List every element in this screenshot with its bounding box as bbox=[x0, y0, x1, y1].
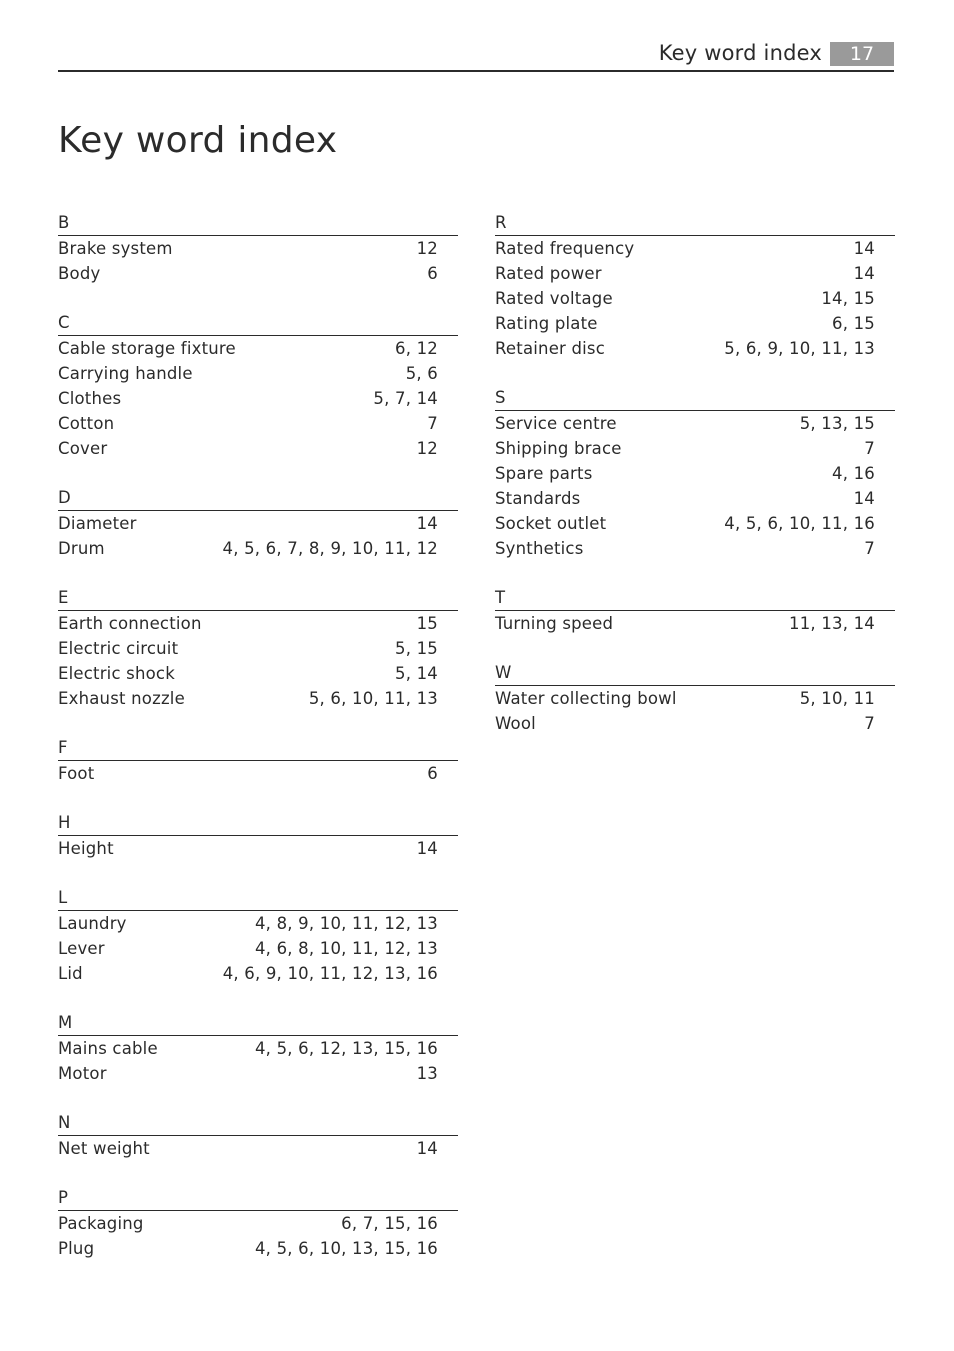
entry-pages: 4, 5, 6, 10, 11, 16 bbox=[724, 514, 875, 533]
section-letter: E bbox=[58, 586, 458, 611]
entry-term: Socket outlet bbox=[495, 514, 607, 533]
entry-term: Service centre bbox=[495, 414, 617, 433]
entry-term: Turning speed bbox=[495, 614, 614, 633]
index-entry bbox=[58, 611, 458, 636]
page-title: Key word index bbox=[58, 120, 338, 161]
section-letter: H bbox=[58, 811, 458, 836]
entry-pages: 14 bbox=[416, 514, 438, 533]
index-section-r bbox=[495, 211, 895, 361]
entry-term: Lever bbox=[58, 939, 105, 958]
index-entry bbox=[58, 1036, 458, 1061]
index-entry bbox=[58, 836, 458, 861]
page-number: 17 bbox=[830, 42, 894, 66]
index-entry bbox=[58, 1236, 458, 1261]
entry-pages: 14 bbox=[853, 264, 875, 283]
index-entry bbox=[58, 1061, 458, 1086]
index-entry bbox=[58, 261, 458, 286]
index-entry bbox=[58, 511, 458, 536]
entry-pages: 12 bbox=[416, 439, 438, 458]
section-letter: T bbox=[495, 586, 895, 611]
index-entry bbox=[495, 411, 895, 436]
entry-pages: 4, 5, 6, 7, 8, 9, 10, 11, 12 bbox=[222, 539, 438, 558]
entry-pages: 7 bbox=[864, 439, 875, 458]
entry-pages: 12 bbox=[416, 239, 438, 258]
index-entry bbox=[58, 661, 458, 686]
entry-term: Retainer disc bbox=[495, 339, 606, 358]
index-column-left bbox=[58, 211, 458, 1286]
entry-term: Spare parts bbox=[495, 464, 593, 483]
entry-pages: 14, 15 bbox=[821, 289, 875, 308]
entry-term: Cover bbox=[58, 439, 108, 458]
index-section-e bbox=[58, 586, 458, 711]
entry-pages: 5, 10, 11 bbox=[799, 689, 875, 708]
index-entry bbox=[58, 1136, 458, 1161]
index-section-d bbox=[58, 486, 458, 561]
section-letter: R bbox=[495, 211, 895, 236]
running-header bbox=[58, 38, 894, 72]
entry-pages: 14 bbox=[853, 239, 875, 258]
index-entry bbox=[495, 686, 895, 711]
index-entry bbox=[495, 711, 895, 736]
index-section-m bbox=[58, 1011, 458, 1086]
index-section-s bbox=[495, 386, 895, 561]
entry-term: Rated power bbox=[495, 264, 602, 283]
entry-term: Packaging bbox=[58, 1214, 144, 1233]
index-section-n bbox=[58, 1111, 458, 1161]
section-letter: C bbox=[58, 311, 458, 336]
entry-pages: 15 bbox=[416, 614, 438, 633]
index-section-p bbox=[58, 1186, 458, 1261]
index-entry bbox=[495, 236, 895, 261]
entry-pages: 4, 5, 6, 12, 13, 15, 16 bbox=[254, 1039, 438, 1058]
index-entry bbox=[58, 411, 458, 436]
index-entry bbox=[58, 761, 458, 786]
entry-term: Shipping brace bbox=[495, 439, 622, 458]
entry-term: Carrying handle bbox=[58, 364, 193, 383]
index-entry bbox=[495, 336, 895, 361]
index-entry bbox=[495, 311, 895, 336]
entry-pages: 5, 6, 9, 10, 11, 13 bbox=[724, 339, 875, 358]
entry-pages: 5, 15 bbox=[395, 639, 438, 658]
entry-term: Rating plate bbox=[495, 314, 598, 333]
entry-pages: 4, 8, 9, 10, 11, 12, 13 bbox=[254, 914, 438, 933]
index-entry bbox=[495, 286, 895, 311]
index-section-h bbox=[58, 811, 458, 861]
entry-pages: 14 bbox=[853, 489, 875, 508]
index-entry bbox=[58, 361, 458, 386]
entry-term: Lid bbox=[58, 964, 83, 983]
index-section-l bbox=[58, 886, 458, 986]
entry-term: Drum bbox=[58, 539, 105, 558]
entry-term: Synthetics bbox=[495, 539, 584, 558]
entry-term: Plug bbox=[58, 1239, 95, 1258]
entry-term: Clothes bbox=[58, 389, 122, 408]
entry-pages: 4, 5, 6, 10, 13, 15, 16 bbox=[254, 1239, 438, 1258]
index-section-t bbox=[495, 586, 895, 636]
entry-pages: 7 bbox=[427, 414, 438, 433]
entry-pages: 4, 6, 9, 10, 11, 12, 13, 16 bbox=[222, 964, 438, 983]
entry-term: Cable storage fixture bbox=[58, 339, 236, 358]
index-entry bbox=[495, 511, 895, 536]
entry-pages: 6, 15 bbox=[832, 314, 875, 333]
entry-pages: 5, 14 bbox=[395, 664, 438, 683]
section-letter: F bbox=[58, 736, 458, 761]
entry-pages: 6 bbox=[427, 764, 438, 783]
entry-term: Rated frequency bbox=[495, 239, 635, 258]
entry-term: Height bbox=[58, 839, 114, 858]
entry-term: Net weight bbox=[58, 1139, 150, 1158]
index-entry bbox=[58, 436, 458, 461]
entry-term: Brake system bbox=[58, 239, 173, 258]
entry-term: Laundry bbox=[58, 914, 127, 933]
entry-term: Wool bbox=[495, 714, 536, 733]
index-entry bbox=[58, 936, 458, 961]
index-section-f bbox=[58, 736, 458, 786]
entry-term: Cotton bbox=[58, 414, 115, 433]
section-letter: S bbox=[495, 386, 895, 411]
entry-term: Rated voltage bbox=[495, 289, 613, 308]
entry-term: Motor bbox=[58, 1064, 107, 1083]
index-entry bbox=[58, 1211, 458, 1236]
index-section-c bbox=[58, 311, 458, 461]
index-entry bbox=[58, 961, 458, 986]
entry-pages: 5, 6 bbox=[405, 364, 438, 383]
section-letter: N bbox=[58, 1111, 458, 1136]
section-letter: M bbox=[58, 1011, 458, 1036]
entry-term: Earth connection bbox=[58, 614, 202, 633]
index-entry bbox=[58, 636, 458, 661]
index-column-right bbox=[495, 211, 895, 761]
entry-pages: 7 bbox=[864, 539, 875, 558]
section-letter: B bbox=[58, 211, 458, 236]
entry-term: Foot bbox=[58, 764, 95, 783]
entry-term: Mains cable bbox=[58, 1039, 158, 1058]
entry-term: Body bbox=[58, 264, 101, 283]
entry-term: Water collecting bowl bbox=[495, 689, 677, 708]
entry-pages: 11, 13, 14 bbox=[789, 614, 875, 633]
entry-pages: 14 bbox=[416, 1139, 438, 1158]
entry-term: Electric shock bbox=[58, 664, 175, 683]
entry-pages: 6 bbox=[427, 264, 438, 283]
entry-term: Electric circuit bbox=[58, 639, 179, 658]
section-letter: L bbox=[58, 886, 458, 911]
index-entry bbox=[58, 911, 458, 936]
index-entry bbox=[495, 536, 895, 561]
header-title: Key word index bbox=[658, 41, 822, 65]
index-entry bbox=[58, 236, 458, 261]
entry-pages: 5, 7, 14 bbox=[373, 389, 438, 408]
entry-term: Exhaust nozzle bbox=[58, 689, 185, 708]
entry-pages: 4, 16 bbox=[832, 464, 875, 483]
index-entry bbox=[58, 386, 458, 411]
entry-pages: 7 bbox=[864, 714, 875, 733]
entry-term: Diameter bbox=[58, 514, 137, 533]
index-entry bbox=[58, 336, 458, 361]
index-entry bbox=[495, 461, 895, 486]
entry-pages: 5, 6, 10, 11, 13 bbox=[308, 689, 438, 708]
entry-pages: 5, 13, 15 bbox=[799, 414, 875, 433]
index-entry bbox=[495, 611, 895, 636]
section-letter: D bbox=[58, 486, 458, 511]
entry-pages: 13 bbox=[416, 1064, 438, 1083]
entry-pages: 4, 6, 8, 10, 11, 12, 13 bbox=[254, 939, 438, 958]
section-letter: W bbox=[495, 661, 895, 686]
index-entry bbox=[58, 536, 458, 561]
section-letter: P bbox=[58, 1186, 458, 1211]
entry-pages: 6, 12 bbox=[395, 339, 438, 358]
index-entry bbox=[495, 436, 895, 461]
index-entry bbox=[495, 486, 895, 511]
entry-pages: 14 bbox=[416, 839, 438, 858]
entry-term: Standards bbox=[495, 489, 581, 508]
index-section-w bbox=[495, 661, 895, 736]
index-entry bbox=[495, 261, 895, 286]
entry-pages: 6, 7, 15, 16 bbox=[341, 1214, 438, 1233]
index-section-b bbox=[58, 211, 458, 286]
index-entry bbox=[58, 686, 458, 711]
